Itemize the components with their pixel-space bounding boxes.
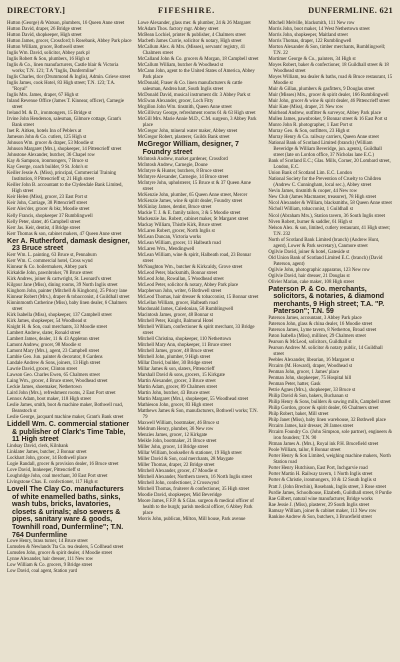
directory-entry: Old Union Bank of Scotland Limited E.C. (branch) (David Paterson, agent) [268, 255, 383, 267]
directory-entry: Kirkaldie John, pawnbroker, 78 Bruce street [7, 270, 93, 276]
directory-entry: Keir Helen (Miss), grocer, 23 East Port st [7, 195, 88, 201]
directory-entry: Love David, Innkeeper, Pittencrieff st [7, 468, 81, 474]
directory-entry: Knight H. & Son, coal merchants, 33 Moodie street [7, 324, 107, 330]
directory-entry: Moyes Robert, baker & confectioner, 18 Guildhall street & 18 Woodhead street [268, 63, 389, 75]
directory-entry: Hutton David, draper, 26 Bridge street [7, 27, 82, 33]
directory-entry: Union Bank of Scotland Lim. E.C. London [268, 171, 352, 177]
directory-entry: Moyes William, tea dealer & baths, road & Bruce restaurant, 15 Moodie st [268, 75, 393, 87]
directory-entry: Low William & Co. grocers, 9 Bridge street [7, 563, 93, 569]
directory-entry: Porter & Christie, ironmongers, 10 & 12 South Inglis st [268, 478, 377, 484]
directory-entry: Kay George, coach builder, 9 St. John's st [7, 165, 88, 171]
directory-entry: Keir John, Carriage, 38 Pittencrieff street [7, 201, 87, 207]
directory-entry: Nicol (Abraham Mrs.), Station tavern, 36 South Inglis street [268, 213, 385, 219]
directory-entry: Mitchell Alexander, grocer, 47 Moodie st [137, 469, 218, 475]
directory-entry: McCalland John & Co. grocers & Morgan, 18 Campbell street [137, 57, 259, 63]
header-right: DUNFERMLINE. 621 [308, 6, 393, 15]
directory-entry: Lovell The Clay Co. manufacturers of white enamelled baths, sinks, wash tubs, bricks, lavatories, closets & urinals; also sewers & pipes, sanitary ware & goods, Townhill road, Dunfermline"; T.N. 764 Dunfermline [7, 485, 124, 539]
directory-entry: Pitcairn James, hair dresser, 28 James street [268, 424, 354, 430]
directory-entry: Mitchell William, confectioner & spirit merchant, 33 Bridge street [137, 324, 255, 336]
directory-entry: Mitchell Melville, blacksmith, 111 New row [268, 21, 355, 26]
directory-entry: Kerr Wm. C. commercial hotel, Cross wynd [7, 258, 93, 264]
directory-entry: Matthews James & Son, manufacturers, Bothwell works; T.N. 79 [137, 409, 258, 421]
directory-entry: McGill Mrs. Marie Annie M.D., C.M. surgeon, 3 Abbey Park place [137, 117, 257, 129]
directory-entry: Mitchell John, confectioner, 2 Crosswynd [137, 481, 219, 487]
directory-entry: Kilgour Jane (Miss), dining rooms, 39 North Inglis street [7, 282, 118, 288]
directory-entry: Inglis Wm. David, solicitor, Abbey park pl [7, 51, 90, 57]
directory-entry: Bank of Scotland E.C.; Glas. Mills, Corner, 20 Lombard street, London, E.C. [268, 159, 391, 171]
directory-entry: Lockhart John, grocer, 14 Bothwell place [7, 456, 88, 461]
directory-entry: Lawson Geo. Charles Ewen, 65 Chalmers street [7, 373, 100, 379]
directory-column-2 [138, 21, 263, 575]
directory-entry: McBean Lochiel, printer & publisher, 4 Chalmers street [137, 33, 246, 39]
directory-entry: Hutton David, shopkeeper, High street [7, 33, 82, 39]
directory-entry: Kinninmonth Catherine (Miss), baby linen dealer, 6 Chalmers street [7, 300, 127, 312]
directory-entry: Millar James & son, slaters, Pittencrieff [137, 367, 215, 373]
directory-entry: Keiller Jessie A. (Miss), principal, Commercial Training Institution, 8 Pittencrieff st; 21 High street [7, 171, 117, 183]
directory-entry: Mackenzie Jas. Robert, cabinet maker, St Margaret street [137, 216, 249, 222]
directory-entry: Kinghorn John, painter (Mitchell & Kinghorn), 25 Priory lane [7, 288, 128, 294]
directory-entry: McLeod Peter, solicitor & notary, Abbey Park place [137, 282, 239, 288]
directory-entry: Logie Randall, grocer & provision dealer, 16 Bruce street [7, 462, 119, 468]
directory-entry: McLeod Thomas, hair dresser & tobacconist, 15 Bonnar street [137, 294, 259, 300]
directory-column-3 [268, 21, 393, 575]
directory-entry: Ogilvie David, hair dresser, 21 Douglas st [268, 273, 350, 279]
directory-entry: Macdonald James, Caledonian, 50 Rumblingwell [137, 306, 234, 312]
directory-entry: Purdie James, Schoolhouse, Elzabeth, Guildhall street, 8 Purdie [268, 490, 392, 496]
directory-entry: Philp Robert, baker, Mill street [268, 412, 329, 418]
directory-entry: Martin Margaret (Mrs.), shopkeeper, 55 Woodhead street [137, 397, 249, 403]
directory-entry: Landale Andrew & Sons, joiners, 13 High street [7, 361, 101, 367]
directory-entry: McKenzie John, plumber, 65 Queen Anne street, Mercer [137, 192, 248, 198]
directory-columns [7, 21, 393, 575]
directory-entry: Lambie Geo. Jun. painter & decorator, 8 Gardens [7, 355, 103, 361]
directory-entry: Linklater James, butcher, 2 Bonnar street [7, 449, 87, 455]
directory-entry: McEwan Alexander, grocer, Loch Fitty [137, 99, 214, 105]
directory-entry: McCallum William, butcher & Woodhead st [137, 63, 224, 69]
directory-entry: Lamont Mary (Mrs.), agent, 23 Campbell street [7, 349, 100, 354]
directory-entry: Laing Wm., grocer, 4 Bruce street, Woodhead street [7, 379, 108, 385]
directory-column-1 [7, 21, 132, 575]
directory-entry: Leckie James, shoemaker, Nethertown [7, 385, 82, 391]
directory-entry: McKinlay James, dentist, Bruce street [137, 204, 212, 210]
directory-entry: Mitchell Thomas, fruiterer & confectioner, 35 High street [137, 487, 250, 493]
directory-entry: Macintosh James, grocer, 48 Bonnar st [137, 312, 213, 318]
directory-entry: Paterson James, accountant, 3 Abbey Park place [268, 316, 362, 322]
directory-entry: Johnson Margaret (Mrs.), shopkeeper, 14 Pittencrieff street [7, 147, 122, 153]
directory-entry: Low David, coal agent, Station yard [7, 569, 78, 575]
directory-entry: McCann John, agent to the United States of America, Abbey Park place [137, 69, 255, 81]
directory-entry: Lawrie David, grocer, Clinton street [7, 367, 78, 373]
directory-entry: Mitchell Alexander, Northern tavern, 16 North Inglis street [137, 475, 252, 481]
directory-entry: McIntosh Andrew, Carnegie, Doune [137, 162, 208, 168]
directory-entry: Pearson Andrew M. solicitor & notary public, 14 Guildhall street [268, 346, 383, 358]
directory-entry: Pitcairn Foundry Co. (John Simpson, sole partner), engineers & iron founders; T.N. 90 [268, 430, 392, 442]
directory-entry: Mackay William, Thistle Kirk, Bruce street [137, 222, 222, 228]
directory-entry: McAdam Thos. factory mgr. Abbey street [137, 27, 219, 33]
directory-entry: Inglis Charles, tlor (Drummond & Inglis), Admin. Grieve street [7, 75, 131, 81]
directory-entry: Hutton James, grocer, Crossford; h Rosebank, Abbey Park place [7, 39, 132, 45]
directory-entry: Mitchell John, plumber, 9 High street [137, 355, 211, 361]
directory-entry: Menzies James, grocer, 12 Kirkgate [137, 433, 208, 439]
directory-entry: Liddell Wm. C. commercial stationer & publisher of Clark's Time Table, 11 High street [7, 420, 130, 444]
directory-entry: McLeod Peter, blacksmith, Bonnar street [137, 270, 218, 276]
directory-entry: Moodie David, shopkeeper, Mid Beveridge [137, 493, 222, 499]
directory-entry: Mcgillon John Wm. tinsmith, Queen Anne street [137, 105, 232, 111]
directory-entry: Pitman James A. (Mrs.), Royal ink P.H. Brucefield street [268, 442, 379, 448]
directory-entry: Kerr Wm. L. painting, 63 Bruce st, Pennaburn [7, 252, 97, 258]
directory-entry: Loughridge John, coal merchant, 30 East Port street [7, 474, 108, 480]
directory-entry: Paton Isabella (Miss), milliner, 29 Chalmers street [268, 334, 366, 340]
directory-entry: Paterson James, Lyme tavern, 8 Netherton, Broad street [268, 328, 377, 334]
directory-entry: North of Scotland Bank Limited (branch) (Andrew Hunt, agent), Lower & Park secretary), Canmore street [268, 237, 380, 249]
directory-entry: Nelson Alex. & son, limited, cutlery restaurant, 41 High street; T.N. 232 [268, 225, 391, 237]
directory-entry: Morris John, publican, Milton, Mill house, Park avenue [137, 517, 246, 523]
directory-entry: Muir (Misses) Mrs., grocer & spirit dealer, 166 Rumblingwell [268, 93, 389, 99]
directory-entry: Inet R. Aitken, hotels Inn of Peblers at [7, 129, 82, 135]
directory-entry: Inglis & Co., linen manufacturers, Castle blair & Victoria works; T.N. 121; T.A "Inglis, Dunfermline" [7, 63, 119, 75]
directory-entry: Morris Thomas, draper, 122 Rumblingwell [268, 39, 352, 45]
directory-entry: Mitchell Mary Ann, shopkeeper, 11 Bruce street [137, 342, 231, 348]
directory-entry: Mitchell Christina, shopkeeper, 110 Nethertown [137, 336, 231, 342]
directory-entry: Lowe Henry, brass turner, 14 Bruce street [7, 539, 88, 545]
directory-entry: McNaughton Wm., butcher & Kirkcaldy, Grove street [137, 264, 243, 270]
directory-entry: McDonald David, musical instrument dlr. 3 Abbey Park st [137, 93, 251, 99]
directory-entry: Kelly Francis, shopkeeper 37 Rumblingwell [7, 213, 93, 219]
directory-entry: Murray Henry & Co. railway carriers, Queen Anne street [268, 135, 379, 141]
directory-entry: Ogilvie David, joiner & hotel, Gateside st [268, 249, 350, 255]
directory-entry: Kinnear Robert (Mrs.), draper & tobacconist, 4 Guildhall street [7, 294, 130, 300]
directory-entry: McGregor William, designer, 7 Foundry street [137, 140, 239, 156]
directory-entry: Morris John, boot maker, 14 West Nethertown street [268, 27, 370, 33]
directory-entry: Inglis Robert & Son, plumbers, 16 High st [7, 57, 90, 63]
directory-entry: Kirk Andrew, joiner & cartwright, St. Leonard's street [7, 276, 112, 282]
directory-entry: McLaren Robert, grocer, North Inglis st [137, 228, 215, 234]
directory-entry: Philip Gordon, grocer & spirit dealer, 66 Chalmers street [268, 406, 379, 412]
directory-entry: Nevin James, tinsmith & cooper, 44 New row [268, 189, 358, 195]
directory-entry: Martin John, butcher, 43 Bruce street [137, 391, 210, 397]
directory-entry: Ireland M. & D., ironmongers, 15 Bridge st [7, 111, 92, 117]
directory-entry: Leslie George, jacquard machine maker, Grant's Bank street [7, 415, 124, 421]
directory-entry: Inland Revenue Office (James T. Kinnear, officer), Carnegie street [7, 99, 124, 111]
directory-entry: Muirhead Andrew, outfitter & surveyor, Abbey Park place [268, 111, 381, 117]
directory-entry: Martin Alexander, grocer, 3 Bruce street [137, 379, 216, 385]
directory-entry: Millar William, bookseller & stationer, 19 High street [137, 451, 242, 457]
directory-entry: Ogilvie John, photographic apparatus, 123 New row [268, 267, 370, 273]
directory-entry: Morton Alexander & Son, timber merchants, Rumblingwell; T.N. 22 [268, 45, 386, 57]
header-center: FIFESHIRE. [158, 6, 216, 15]
directory-entry: Ramsay William, joiner & cabinet maker, 113 New row [268, 508, 377, 514]
directory-entry: Johnson Wm. grocer & draper, 53 Moodie st [7, 141, 94, 147]
directory-entry: Hutton (George) & Watson, plumbers, 16 Queen Anne street [7, 21, 125, 26]
directory-entry: Johnstone Alexander, butcher, 36 Chapel row [7, 153, 95, 159]
directory-entry: Lamont Andrew, grocer, 98 Moodie st [7, 342, 81, 348]
directory-entry: Ker A. Rutherford, damask designer, 23 Bruce street [7, 236, 130, 253]
directory-entry: Penman Peter, hatter, Gask [268, 382, 321, 388]
directory-entry: National Bank of Scotland Limited (branch) (William Beveridge & William Beveridge, jun. agents), Guildhall street (late on Lordon office, 37 Nicholas lane E.C.) [268, 141, 382, 159]
directory-entry: Meikle John, bootmaker, 21 Bruce street [137, 439, 217, 445]
directory-entry: Penman John, grocer, 1 James' place [268, 370, 340, 376]
directory-entry: Mullen James, pawnbroker, 9 Bonnar street & 16 East Port st [268, 117, 388, 123]
directory-entry: Paterson P. & Co. merchants, solicitors, & notaries, & diamond merchants, 9 High street; T.A. "P. Paterson"; T.N. 59 [268, 284, 385, 316]
directory-entry: New Club (James Macmaster, treasurer), 78 High street [268, 195, 377, 201]
directory-entry: Martin Adam, grocer, 89 Chalmers street [137, 385, 217, 391]
directory-entry: Mitchell Peter, Knight, Balmoral Hotel [137, 318, 214, 324]
directory-entry: Kirk James, shopkeeper, 54 Woodhead st [7, 318, 87, 324]
directory-entry: McLaren Wm., Mendingwell [137, 246, 195, 252]
directory-entry: Lindsay David, clerk, Kilnbank [7, 443, 69, 449]
directory-entry: Livingstone Chas. E. confectioner, 117 High st [7, 480, 98, 486]
directory-entry: McGregor John, mineral water maker, Abbey street [137, 129, 238, 135]
directory-entry: Miller John, grocer, 14 Bridge street [137, 445, 209, 451]
directory-entry: Rae Jessie J. (Miss), plasterer, 29 South Inglis street [268, 502, 370, 508]
directory-entry: Macbeth James Currie, solicitor & notary, High street [137, 39, 242, 45]
directory-entry: Lambert Andrew, slater, Ronald street [7, 330, 81, 336]
directory-entry: Lumsden John, grocer & spirit dealer, 4 Moodie street [7, 551, 112, 557]
directory-entry: Kerr Alex'der, grocer & bkr, Moodie street [7, 207, 90, 213]
directory-entry: Inglis James, cook Hotel, 83 High street; T.N. 123; T.A. "Royal" [7, 81, 116, 93]
directory-entry: Kelly Peter, slater, 46 Campbell street [7, 219, 81, 225]
directory-entry: McKenzie James, wine & spirit dealer, Foundry street [137, 198, 243, 204]
directory-entry: Penman John, shopkeeper, 75 Hospital hill [268, 376, 352, 382]
directory-entry: Hutton William, grocer, Bothwell street [7, 45, 84, 51]
directory-entry: Olivier Marian, cake maker, 108 High street [268, 279, 354, 285]
directory-entry: Macpherson John, writer, 6 Bothwell street [137, 288, 222, 294]
directory-entry: Nicol Alexander & William, blacksmiths, 58 Queen Anne street [268, 201, 392, 207]
directory-entry: Lennox Adam, boot maker, 118 High street [7, 397, 91, 403]
directory-entry: McLean William, wine & spirit, Halbeath road, 23 Bonnar street [137, 252, 252, 264]
directory-entry: Miller Thomas, draper, 22 Bridge street [137, 463, 215, 469]
directory-entry: Laird John (Mrs.), refreshment rooms, 2 East Port street [7, 391, 116, 397]
directory-entry: Muir John, grocer & wine & spirit dealer, 46 Pittencrieff street [268, 99, 390, 105]
directory-entry: Pratt J. (John Brechin), Rosebank, Inglis street, 3 Rose street [268, 484, 387, 490]
directory-entry: Leslie James, smith, boot & machine maker, Bothwell road, Beanstoch st [7, 403, 124, 415]
directory-entry: Kerr Thomas & son, cabinet makers, 47 Queen Anne street [7, 231, 122, 237]
directory-entry: Poole William, tailor, 8 Bonnar street [268, 448, 341, 454]
directory-entry: McIntyre Alexander, Carnegie, 14 Bruce street [137, 174, 229, 180]
directory-entry: Kinnear & Co. boilermakers, Abbey park [7, 264, 88, 270]
directory-entry: McIntyre & Hunter, butchers, 8 Bruce street [137, 168, 224, 174]
directory-entry: Muir & Gillan, plumbers & gasfitters, 9 Douglas street [268, 87, 375, 93]
directory-entry: Porter Henry & Son Limited, weighing machine makers, North Station road [268, 454, 391, 466]
directory-entry: Mathieson John, grocer, 83 High street [137, 403, 213, 409]
directory-entry: Pearson & McLeod, solicitors, Guildhall st [268, 340, 352, 346]
directory-entry: Lambert James, dealer, 11 & 43 Appleton street [7, 336, 100, 342]
directory-entry: Miller David & Son, coal merchants, 28 Maygate [137, 457, 234, 463]
directory-entry: Jameson John & Co. cutlers, 125 High st [7, 135, 87, 141]
directory-entry: Kirk Isabella (Miss), shopkeeper, 137 Campbell street [7, 312, 112, 318]
directory-entry: McGregor Robert, plasterer, Guilds Bank street [137, 135, 230, 141]
directory-entry: Petrie Agnes (Mrs.), shopkeeper, 33 Bruce st [268, 388, 356, 394]
directory-entry: Murray Geo. & Son, outfitters, 23 High st [268, 129, 350, 135]
directory-entry: Morris John, shopkeeper, Maitland street [268, 33, 348, 39]
directory-entry: McLean William, grocer, 11 Halbeath road [137, 240, 221, 246]
directory-entry: Inglis Mrs. James, draper, 67 High st [7, 93, 79, 99]
directory-entry: Mitchell James, grocer, 48 Bruce street [137, 349, 214, 354]
directory-entry: Meldrum Henry, plumber, 36 New row [137, 427, 214, 433]
directory-entry: Mortimer George & Co., painters, 34 High st [268, 57, 356, 63]
directory-entry: McGillivray George, refreshment rooms 61 & 63 High street [137, 111, 256, 117]
directory-entry: Niven Robert, burner & saddler, 61 High st [268, 219, 353, 225]
directory-entry: McDonald, Fraser & Co. linen manufacturers & cattle salesman, Andrea hart, South Inglis street [137, 81, 243, 93]
directory-entry: McCallum Alex. & Mrs. (Misses), servants' registry, 41 Chalmers street [137, 45, 246, 57]
directory-entry: Lynne Alexander, hair dresser, 111 New row [7, 557, 94, 563]
directory-entry: Irvine John Henderson, salesman, Gilmore cottage, Grant's Bank street [7, 117, 122, 129]
directory-entry: McLeod John, Rowallan, 5 Woodhead street [137, 276, 224, 282]
directory-entry: Muir Kate (Miss), draper, 21 New row [268, 105, 344, 111]
directory-entry: Pitcairn (M. Howard), draper, Woodhead st [268, 364, 353, 370]
page-header [7, 6, 393, 18]
directory-entry: Porter Henry Hutchison, East Port, Inchgarvie road [268, 466, 368, 472]
directory-entry: Philip Henry & Sons, builders & sawing mills, Campbell street [268, 400, 391, 406]
directory-entry: McIntosh Andrew, market gardener, Crossford [137, 156, 228, 162]
directory-entry: Paterson John, glass & china dealer, 16 Moodie street [268, 322, 373, 328]
directory-entry: Rankine Andrew & Son, butchers, 3 Brucefield street [268, 514, 372, 520]
directory-entry: Millar David, builder, 30 Bridge street [137, 361, 213, 367]
directory-entry: Philip David & Son, bakers, Buchanan st [268, 394, 348, 400]
header-left: DIRECTORY.] [7, 6, 66, 15]
directory-entry: McLellan William, grocer, Halbeath road [137, 300, 218, 306]
directory-entry: Mackie T. J. & E. family tailors, 3 & 5 Moodie street [137, 210, 241, 216]
directory-entry: Philp Janet (Miss), baby linen warehouse, 32 Bothwell place [268, 418, 386, 424]
directory-entry: Kerr Jas. Keir, dentist, 4 Bridge street [7, 225, 81, 231]
directory-entry: Kay & Sampson, ironmongers, 7 Bruce st [7, 159, 88, 165]
directory-entry: McLean Duncan, Victoria works [137, 234, 202, 240]
directory-entry: Porter Martin H. Railway tavern, 1 North Inglis street [268, 472, 373, 478]
directory-entry: Keiller John B. accountant to the Clydesdale Bank Limited, High street [7, 183, 123, 195]
directory-entry: Moore James, F.F.P. & S.Glas. surgeon & medical officer of health to the burgh; parish medical officer, 6 Abbey Park place [137, 499, 254, 517]
directory-entry: Marshall David & sons, grocers, 15 Kirkgate [137, 373, 225, 379]
directory-entry: National Society for the Prevention of Cruelty to Children (Andrew C. Cunningham, local sec.), Abbey street [268, 177, 382, 189]
directory-entry: McIntyre John, upholsterer, 15 Bruce st & 37 Queen Anne street [137, 180, 251, 192]
directory-entry: Lumsden & Newlands Tta Co. tea dealers, 5 Collhead street [7, 545, 124, 551]
directory-entry: Maxwell William, bootmaker, 46 Bruce st [137, 421, 220, 427]
directory-entry: Peebles Alexander, libearian, 16 Margaret st [268, 358, 355, 364]
directory-entry: Lowe Alexander, glass mer. & plumber, 24 & 26 Margaret [137, 21, 251, 26]
directory-entry: Rae Gilbert, natural wine manufacturer, Bridge works [268, 496, 373, 502]
directory-entry: Nicholl William, tobacconist, 1 Guildhall st [268, 207, 353, 213]
directory-entry: Munro John R. photographer, 1 East Port st [268, 123, 353, 129]
